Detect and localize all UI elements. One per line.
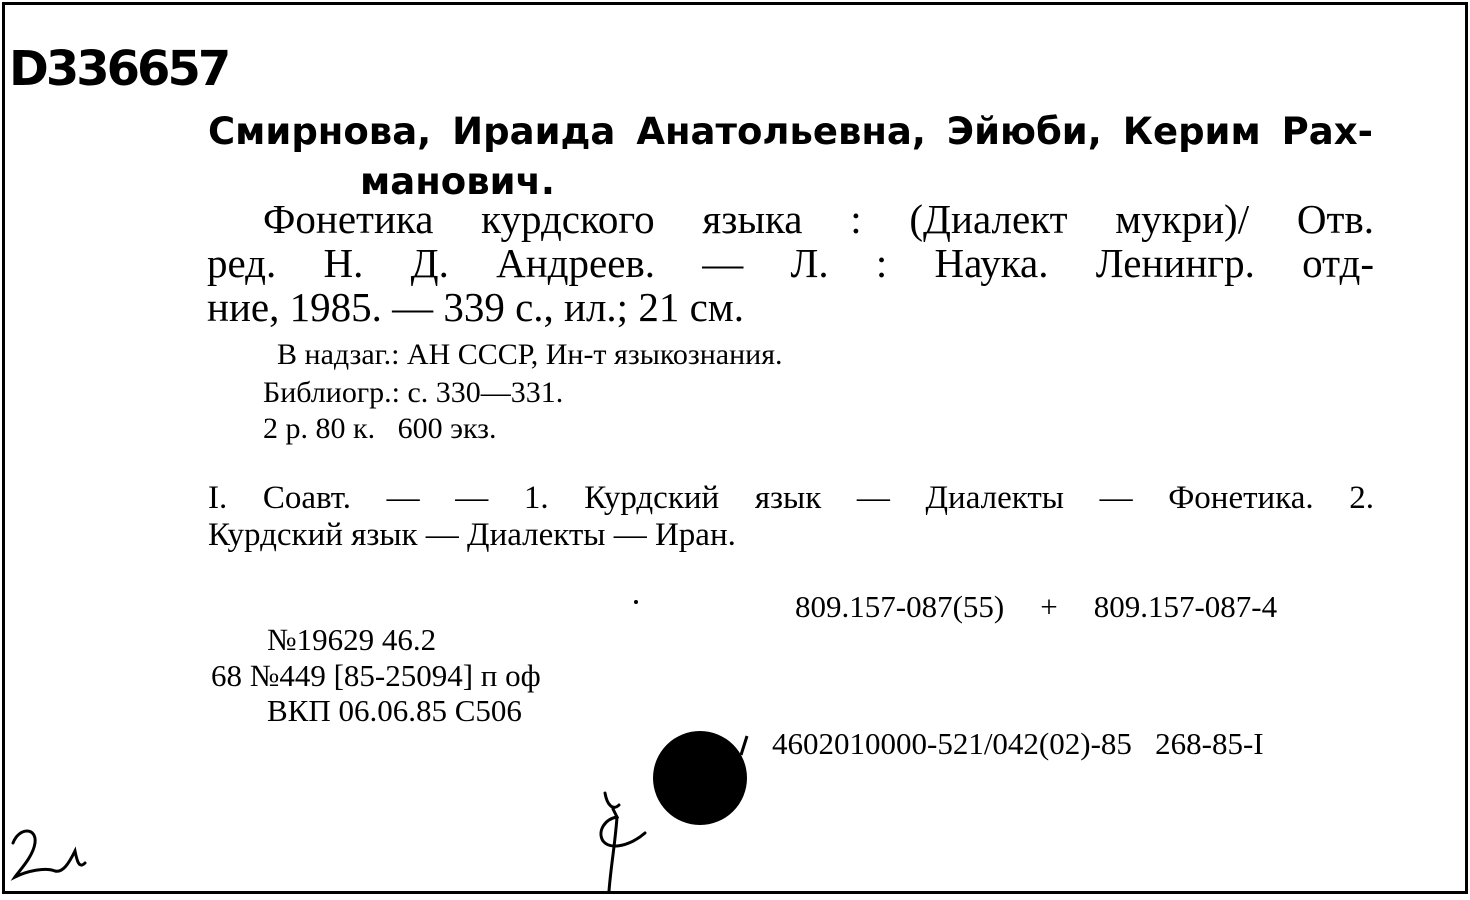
subject-line: Курдский язык — Диалекты — Иран. xyxy=(208,517,736,553)
udc-second: 809.157-087-4 xyxy=(1093,589,1278,624)
header-note: В надзаг.: АН СССР, Ин-т языкознания. xyxy=(277,338,783,371)
isbn-code: 4602010000-521/042(02)-85 268-85-I xyxy=(772,726,1264,761)
card-id: D336657 xyxy=(9,41,229,97)
order-number: 68 №449 [85-25094] п оф xyxy=(211,658,541,693)
udc-first: 809.157-087(55) xyxy=(795,589,1005,624)
catalog-card xyxy=(2,2,1468,894)
registry-number: №19629 46.2 xyxy=(267,622,437,657)
authors-line-1: Смирнова, Ираида Анатольевна, Эйюби, Керим Рах- xyxy=(208,110,1373,153)
ink-tick-icon xyxy=(741,736,747,755)
udc-plus: + xyxy=(1040,589,1058,624)
title-line: Фонетика курдского языка : (Диалект мукри)/ Отв. xyxy=(263,196,1374,242)
subject-line: I. Соавт. — — 1. Курдский язык — Диалекты — Фонетика. 2. xyxy=(208,480,1374,516)
handwritten-mark xyxy=(17,825,18,826)
bibliography-note: Библиогр.: с. 330—331. xyxy=(263,376,564,409)
handwriting-layer xyxy=(5,5,1468,894)
vkp-stamp: ВКП 06.06.85 С506 xyxy=(267,693,522,728)
authors-line-2: манович. xyxy=(360,160,555,203)
handwritten-mark-icon xyxy=(13,831,85,877)
title-line: ред. Н. Д. Андреев. — Л. : Наука. Ленингр. отд- xyxy=(207,240,1374,286)
price-copies-note: 2 р. 80 к. 600 экз. xyxy=(263,412,497,445)
handwritten-symbol-icon xyxy=(601,793,645,891)
title-line: ние, 1985. — 339 с., ил.; 21 см. xyxy=(207,284,744,330)
